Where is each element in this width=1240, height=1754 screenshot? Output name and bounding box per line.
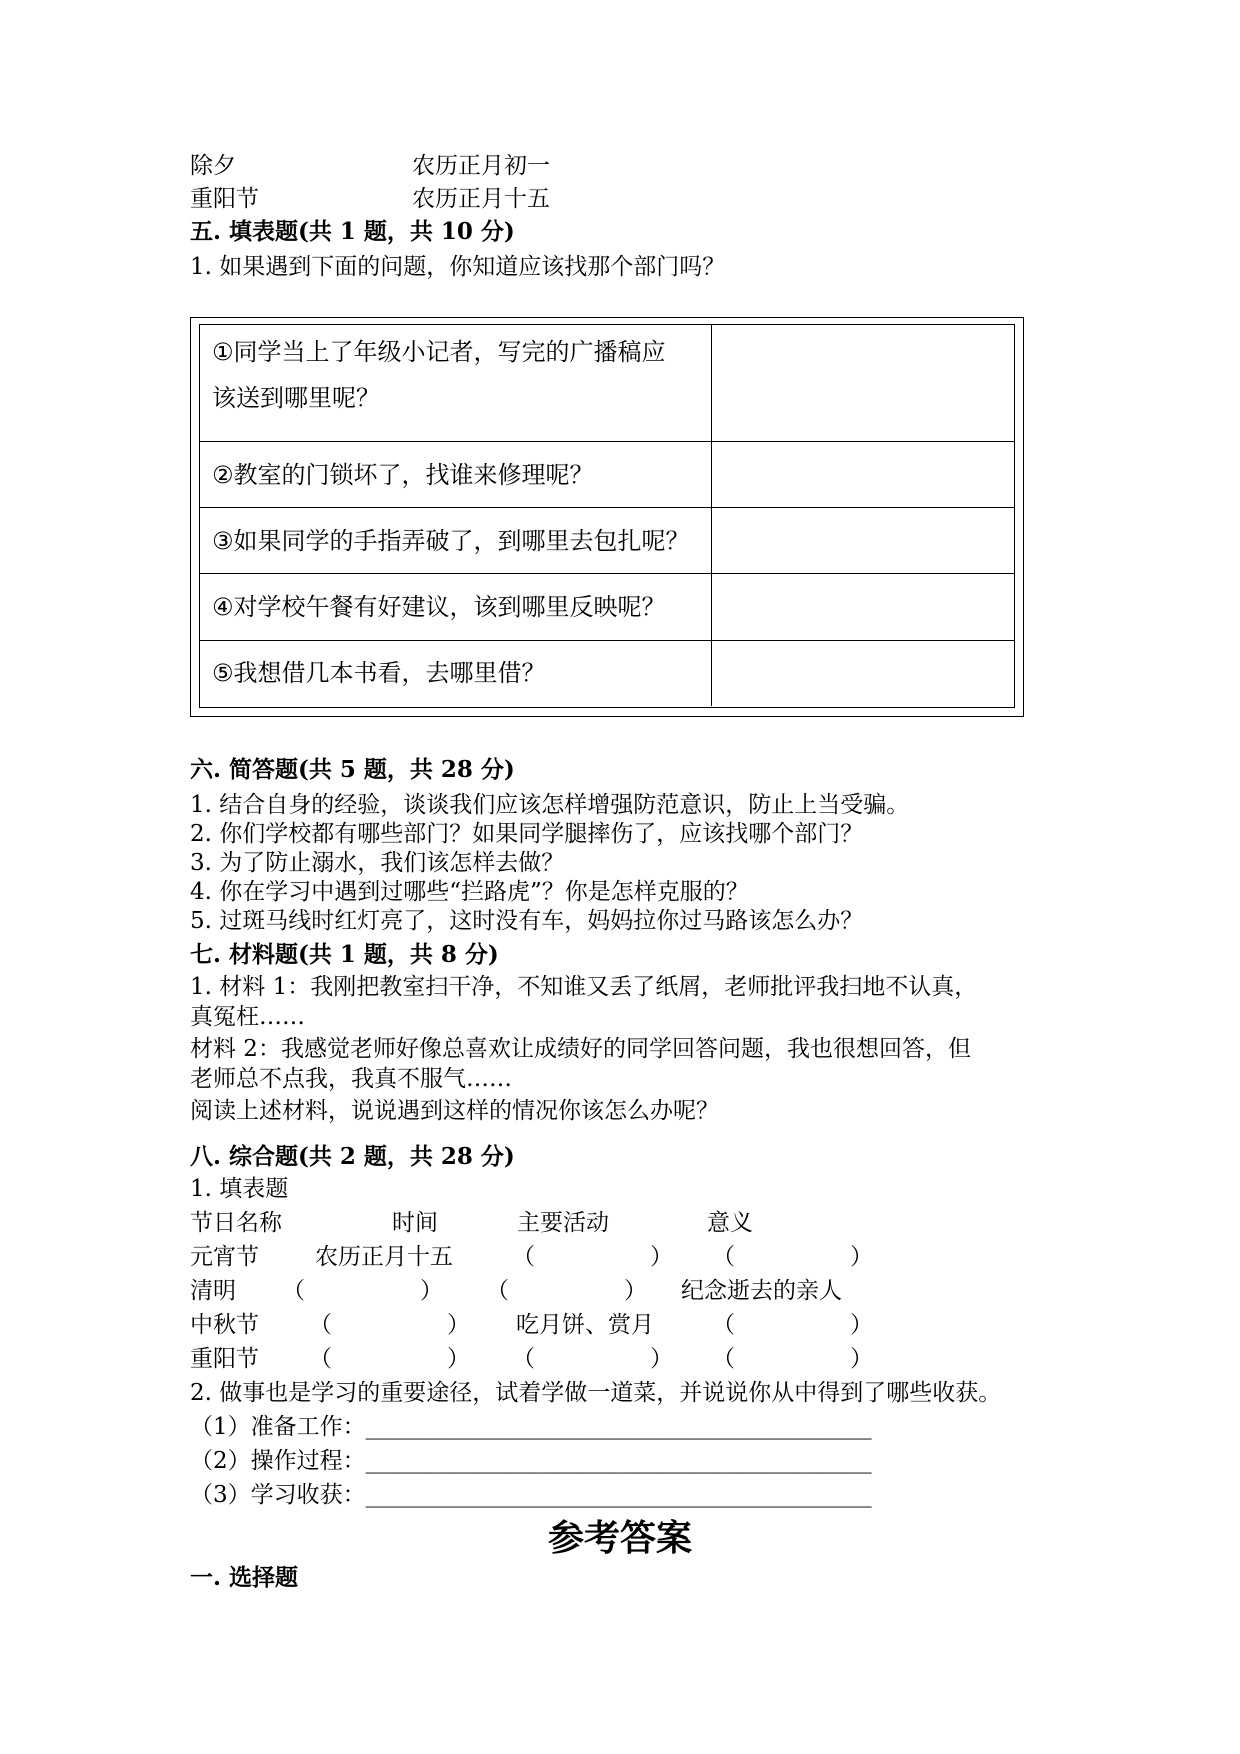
row3-text: ③如果同学的手指弄破了，到哪里去包扎呢？ <box>200 508 712 573</box>
section6-q2: 2. 你们学校都有哪些部门？如果同学腿摔伤了，应该找哪个部门？ <box>190 821 864 847</box>
pair-left-1: 除夕 <box>190 153 236 179</box>
answer-cell-3[interactable] <box>712 508 1014 573</box>
festival-blank[interactable]: （ ） <box>712 1312 873 1338</box>
festival-header-name: 节日名称 <box>190 1210 282 1236</box>
festival-cell: 中秋节 <box>190 1312 259 1338</box>
section6-q3: 3. 为了防止溺水，我们该怎样去做？ <box>190 850 565 876</box>
section7-prompt: 阅读上述材料，说说遇到这样的情况你该怎么办呢？ <box>190 1098 719 1124</box>
answers-first-section: 一. 选择题 <box>190 1564 299 1591</box>
section5-heading: 五. 填表题(共 1 题，共 10 分) <box>190 218 515 245</box>
section6-q1: 1. 结合自身的经验，谈谈我们应该怎样增强防范意识，防止上当受骗。 <box>190 792 910 818</box>
festival-blank[interactable]: （ ） <box>512 1244 673 1270</box>
festival-cell: 重阳节 <box>190 1346 259 1372</box>
pair-right-1: 农历正月初一 <box>412 153 550 179</box>
festival-cell: 农历正月十五 <box>315 1244 453 1270</box>
festival-blank[interactable]: （ ） <box>512 1346 673 1372</box>
row1-line2: 该送到哪里呢？ <box>212 384 380 412</box>
material2-line2: 老师总不点我，我真不服气…… <box>190 1066 512 1092</box>
section5-question: 1. 如果遇到下面的问题，你知道应该找那个部门吗？ <box>190 254 726 280</box>
table-row <box>200 442 1014 508</box>
material1-line1: 1. 材料 1：我刚把教室扫干净，不知谁又丢了纸屑，老师批评我扫地不认真， <box>190 974 978 1000</box>
section8-q1-label: 1. 填表题 <box>190 1176 289 1202</box>
material1-line2: 真冤枉…… <box>190 1004 305 1030</box>
section8-q2: 2. 做事也是学习的重要途径，试着学做一道菜，并说说你从中得到了哪些收获。 <box>190 1380 1002 1406</box>
row4-text: ④对学校午餐有好建议，该到哪里反映呢？ <box>200 574 712 640</box>
answers-title: 参考答案 <box>547 1517 692 1559</box>
festival-cell: 纪念逝去的亲人 <box>681 1278 842 1304</box>
answer-cell-2[interactable] <box>712 442 1014 507</box>
festival-blank[interactable]: （ ） <box>712 1346 873 1372</box>
section8-heading: 八. 综合题(共 2 题，共 28 分) <box>190 1143 515 1170</box>
festival-cell: 元宵节 <box>190 1244 259 1270</box>
row2-text: ②教室的门锁坏了，找谁来修理呢？ <box>200 442 712 507</box>
section6-q4: 4. 你在学习中遇到过哪些“拦路虎”？你是怎样克服的？ <box>190 879 749 905</box>
fill-gains[interactable]: （3）学习收获：____________________________________________ <box>190 1482 872 1508</box>
festival-cell: 清明 <box>190 1278 236 1304</box>
answer-cell-4[interactable] <box>712 574 1014 640</box>
festival-header-meaning: 意义 <box>707 1210 753 1236</box>
material2-line1: 材料 2：我感觉老师好像总喜欢让成绩好的同学回答问题，我也很想回答，但 <box>190 1036 971 1062</box>
festival-blank[interactable]: （ ） <box>309 1346 470 1372</box>
fill-prepare[interactable]: （1）准备工作：____________________________________________ <box>190 1414 872 1440</box>
table-row <box>200 641 1014 706</box>
fill-process[interactable]: （2）操作过程：____________________________________________ <box>190 1448 872 1474</box>
festival-cell: 吃月饼、赏月 <box>516 1312 654 1338</box>
row1-line1: ①同学当上了年级小记者，写完的广播稿应 <box>212 338 666 366</box>
festival-blank[interactable]: （ ） <box>486 1278 647 1304</box>
festival-header-time: 时间 <box>392 1210 438 1236</box>
section7-heading: 七. 材料题(共 1 题，共 8 分) <box>190 941 499 968</box>
festival-blank[interactable]: （ ） <box>712 1244 873 1270</box>
answer-cell-1[interactable] <box>712 325 1014 441</box>
pair-right-2: 农历正月十五 <box>412 186 550 212</box>
festival-blank[interactable]: （ ） <box>309 1312 470 1338</box>
department-table <box>190 317 1024 717</box>
table-row <box>200 325 1014 442</box>
table-row <box>200 508 1014 574</box>
festival-header-activity: 主要活动 <box>517 1210 609 1236</box>
section6-q5: 5. 过斑马线时红灯亮了，这时没有车，妈妈拉你过马路该怎么办？ <box>190 908 864 934</box>
row5-text: ⑤我想借几本书看，去哪里借？ <box>200 641 712 706</box>
section6-heading: 六. 简答题(共 5 题，共 28 分) <box>190 756 515 783</box>
table-row <box>200 574 1014 641</box>
answer-cell-5[interactable] <box>712 641 1014 706</box>
festival-blank[interactable]: （ ） <box>282 1278 443 1304</box>
pair-left-2: 重阳节 <box>190 186 259 212</box>
